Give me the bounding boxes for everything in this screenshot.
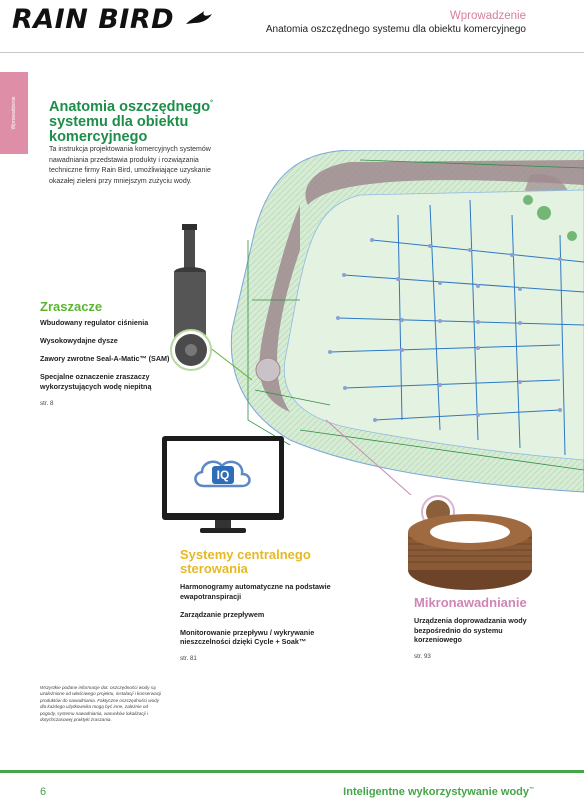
page-reference[interactable]: str. 8	[40, 399, 54, 407]
iq-logo-text: IQ	[216, 468, 230, 482]
tree-icon	[523, 195, 533, 205]
page-title	[49, 96, 229, 145]
central-heading-line2: sterowania	[180, 561, 248, 576]
footer-divider	[0, 770, 584, 773]
footer-tagline	[343, 786, 534, 798]
list-item: Wysokowydajne dysze	[40, 336, 118, 345]
title-rest: systemu dla obiektu komercyjnego	[49, 113, 189, 145]
sprays-section	[40, 300, 188, 407]
list-item: Zawory zwrotne Seal-A-Matic™ (SAM)	[40, 354, 170, 363]
sprays-heading: Zraszacze	[40, 299, 103, 314]
page-number: 6	[40, 786, 47, 798]
footer-tagline-text: Inteligentne wykorzystywanie wody	[343, 786, 529, 798]
list-item: Specjalne oznaczenie zraszaczy wykorzystujących wodę niepitną	[40, 372, 152, 391]
list-item: Zarządzanie przepływem	[180, 609, 265, 619]
page-reference[interactable]: str. 81	[180, 655, 197, 662]
central-heading-line1: Systemy centralnego	[180, 547, 311, 562]
section-side-tab[interactable]	[0, 72, 28, 154]
header-divider	[0, 52, 584, 53]
rain-bird-logo	[12, 4, 214, 35]
header-info	[266, 10, 526, 35]
section-title: Wprowadzenie	[449, 10, 526, 22]
footer-tagline-mark: ™	[529, 786, 534, 793]
title-mark: °	[210, 100, 213, 107]
micro-irrigation-section	[414, 596, 544, 660]
tree-icon	[537, 206, 551, 220]
title-main: Anatomia oszczędnego	[49, 98, 211, 115]
drip-tubing-coil-image	[400, 492, 540, 596]
disclaimer-note: Wszystkie podane informacje dot. oszczędności wody są uzależnione od właściwego projektu, instalacji i konserwacji produktów do nawadniania. Faktyczne oszczędności wody dla każdego użytkownika mogą być inne, zależnie od pogody, systemu nawadniania, warunków lokalizacji i dotychczasowej praktyki zraszania.	[40, 685, 162, 723]
list-item: Urządzenia doprowadzania wody bezpośrednio do systemu korzeniowego	[414, 616, 527, 644]
list-item: Monitorowanie przepływu / wykrywanie nieszczelności dzięki Cycle + Soak™	[180, 627, 315, 646]
page-reference[interactable]: str. 93	[414, 653, 431, 660]
tree-icon	[567, 231, 577, 241]
central-control-section	[180, 548, 340, 662]
central-heading	[180, 548, 340, 576]
page-subtitle: Anatomia oszczędnego systemu dla obiektu komercyjnego	[265, 24, 526, 35]
list-item: Wbudowany regulator ciśnienia	[40, 318, 149, 327]
micro-heading: Mikronawadnianie	[414, 595, 527, 610]
intro-paragraph: Ta instrukcja projektowania komercyjnych systemów nawadniania przedstawia produkty i rozwiązania techniczne firmy Rain Bird, umożliwiające uzyskanie okazałej zieleni przy mniejszym zużyciu wody.	[49, 146, 211, 185]
side-tab-label: Wprowadzenie	[11, 96, 17, 130]
list-item: Harmonogramy automatyczne na podstawie ewapotranspiracji	[180, 582, 331, 601]
logo-text: RAIN BIRD	[12, 4, 175, 35]
controller-monitor-image	[160, 436, 288, 536]
bird-icon	[184, 8, 214, 30]
